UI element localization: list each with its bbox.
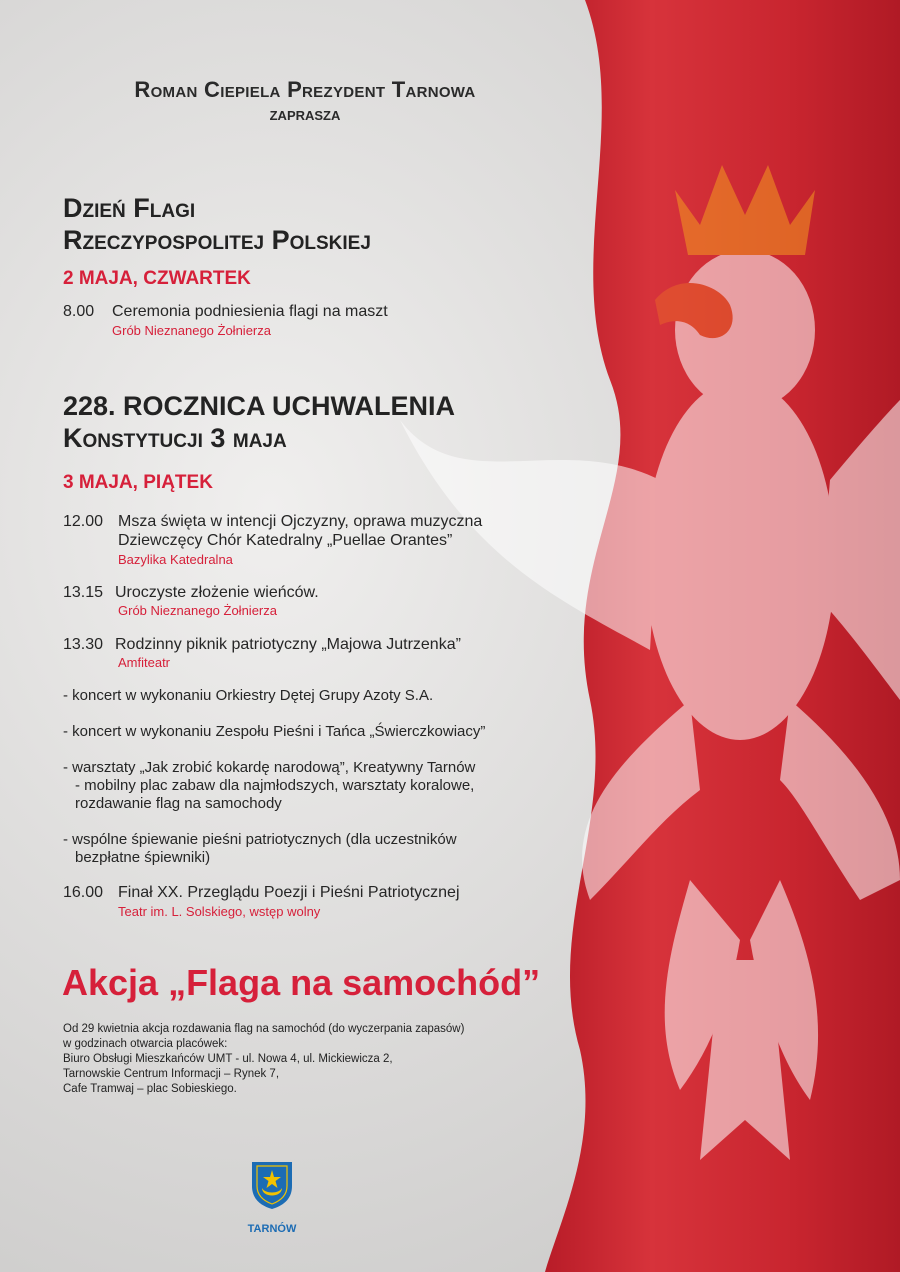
- event-location: Grób Nieznanego Żołnierza: [112, 323, 271, 338]
- campaign-info-line: Od 29 kwietnia akcja rozdawania flag na samochód (do wyczerpania zapasów): [63, 1023, 465, 1035]
- campaign-info-line: Cafe Tramwaj – plac Sobieskiego.: [63, 1083, 237, 1095]
- event-location: Amfiteatr: [118, 655, 171, 670]
- event-text: Rodzinny piknik patriotyczny „Majowa Jutrzenka”: [115, 636, 461, 653]
- program-item: - warsztaty „Jak zrobić kokardę narodową”, Kreatywny Tarnów: [63, 759, 476, 776]
- event-text: Finał XX. Przeglądu Poezji i Pieśni Patriotycznej: [118, 884, 460, 901]
- event-time: 16.00: [63, 884, 104, 901]
- section2-title-line2: Konstytucji 3 maja: [63, 423, 287, 453]
- event-time: 8.00: [63, 303, 95, 320]
- campaign-info-line: Tarnowskie Centrum Informacji – Rynek 7,: [63, 1068, 280, 1080]
- event-text-2: Dziewczęcy Chór Katedralny „Puellae Orantes”: [118, 532, 453, 549]
- program-item: - koncert w wykonaniu Orkiestry Dętej Grupy Azoty S.A.: [63, 687, 434, 704]
- section2-title-line1: 228. ROCZNICA UCHWALENIA: [63, 391, 456, 421]
- event-time: 13.15: [63, 584, 104, 601]
- event-location: Grób Nieznanego Żołnierza: [118, 603, 277, 618]
- program-item: - koncert w wykonaniu Zespołu Pieśni i Tańca „Świerczkowiacy”: [63, 723, 486, 740]
- section1-title-line2: Rzeczypospolitej Polskiej: [63, 225, 371, 255]
- event-text: Ceremonia podniesienia flagi na maszt: [112, 303, 388, 320]
- section1-title-line1: Dzień Flagi: [63, 193, 196, 223]
- section2-date: 3 MAJA, PIĄTEK: [63, 472, 213, 493]
- campaign-title: Akcja „Flaga na samochód”: [62, 962, 541, 1003]
- campaign-info-line: w godzinach otwarcia placówek:: [63, 1038, 228, 1050]
- city-name: TARNÓW: [247, 1223, 297, 1235]
- event-location: Teatr im. L. Solskiego, wstęp wolny: [118, 904, 321, 919]
- program-item: - wspólne śpiewanie pieśni patriotycznych (dla uczestników: [63, 831, 457, 848]
- event-text: Msza święta w intencji Ojczyzny, oprawa muzyczna: [118, 513, 483, 530]
- campaign-info-line: Biuro Obsługi Mieszkańców UMT - ul. Nowa 4, ul. Mickiewicza 2,: [63, 1053, 393, 1065]
- program-item: rozdawanie flag na samochody: [75, 795, 282, 812]
- program-item: bezpłatne śpiewniki): [75, 849, 211, 866]
- program-item: - mobilny plac zabaw dla najmłodszych, warsztaty koralowe,: [75, 777, 475, 794]
- event-time: 13.30: [63, 636, 104, 653]
- section1-date: 2 MAJA, CZWARTEK: [63, 268, 251, 289]
- invite-label: ZAPRASZA: [269, 108, 341, 123]
- organizer-title: Roman Ciepiela Prezydent Tarnowa: [134, 77, 476, 102]
- event-text: Uroczyste złożenie wieńców.: [115, 584, 319, 601]
- event-location: Bazylika Katedralna: [118, 552, 233, 567]
- tarnow-crest-icon: [248, 1160, 296, 1210]
- event-time: 12.00: [63, 513, 104, 530]
